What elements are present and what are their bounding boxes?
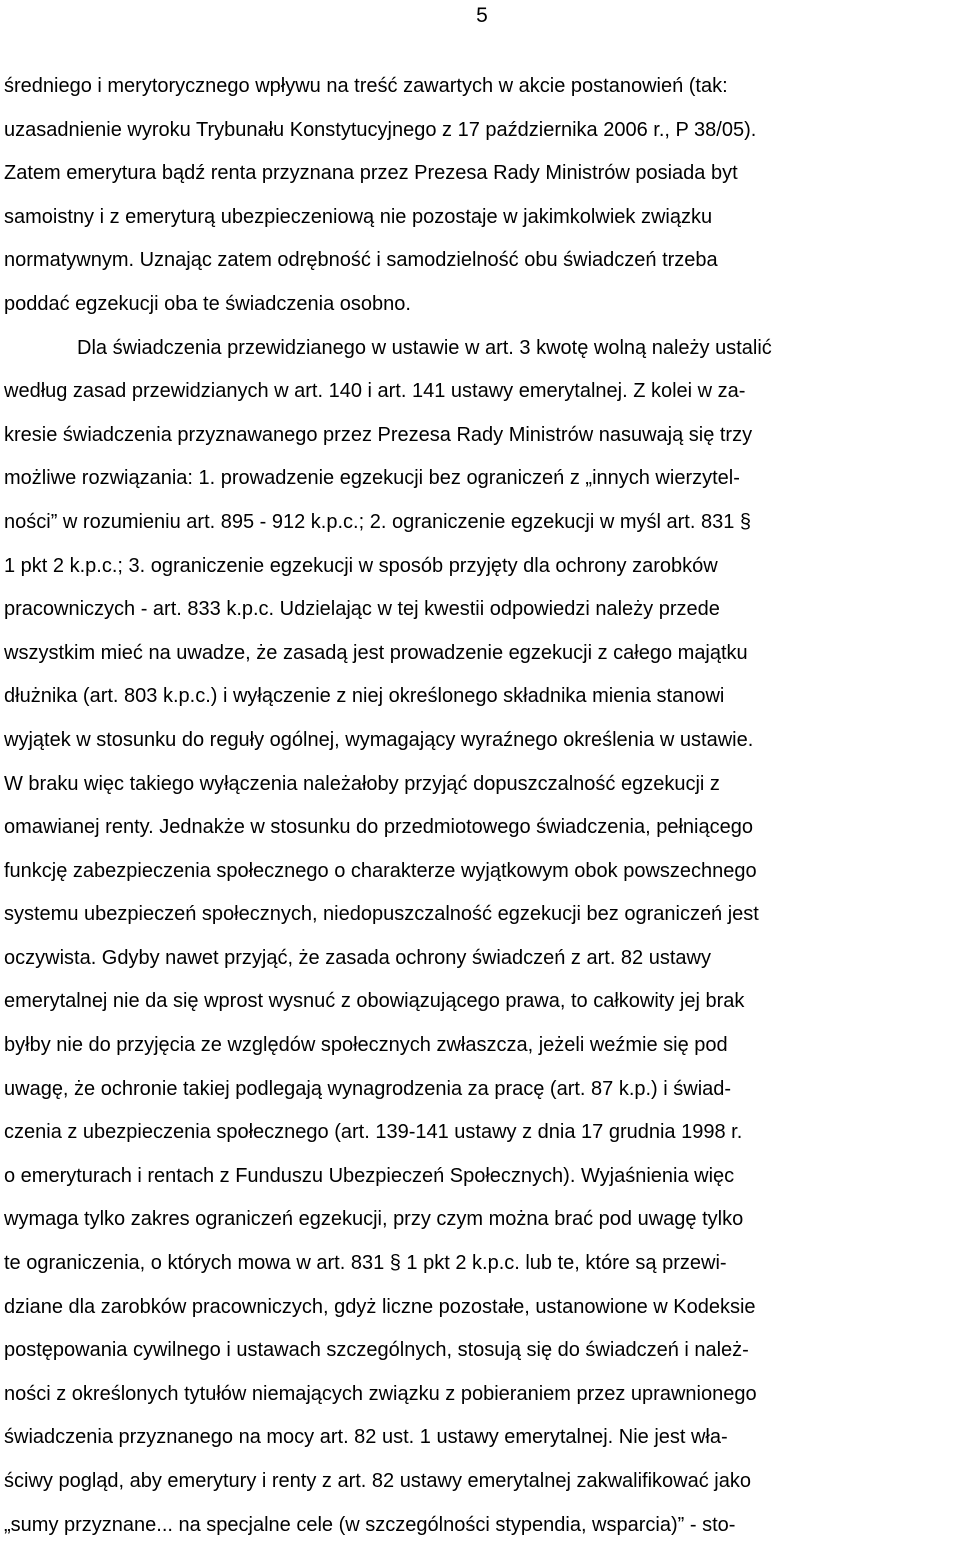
text-line: ności” w rozumieniu art. 895 - 912 k.p.c.; 2. ograniczenie egzekucji w myśl art. 831 §	[4, 510, 752, 533]
text-line: uwagę, że ochronie takiej podlegają wynagrodzenia za pracę (art. 87 k.p.) i świad-	[4, 1077, 732, 1100]
text-line: wyjątek w stosunku do reguły ogólnej, wymagający wyraźnego określenia w ustawie.	[4, 728, 754, 751]
page-number: 5	[476, 4, 488, 27]
text-line: systemu ubezpieczeń społecznych, niedopuszczalność egzekucji bez ograniczeń jest	[4, 903, 759, 926]
text-line: ności z określonych tytułów niemających związku z pobieraniem przez uprawnionego	[4, 1382, 757, 1405]
text-line: o emeryturach i rentach z Funduszu Ubezpieczeń Społecznych). Wyjaśnienia więc	[4, 1164, 735, 1187]
text-line: normatywnym. Uznając zatem odrębność i samodzielność obu świadczeń trzeba	[4, 249, 718, 272]
text-line: według zasad przewidzianych w art. 140 i art. 141 ustawy emerytalnej. Z kolei w za-	[4, 380, 746, 403]
text-line: W braku więc takiego wyłączenia należałoby przyjąć dopuszczalność egzekucji z	[4, 772, 720, 795]
text-line: możliwe rozwiązania: 1. prowadzenie egzekucji bez ograniczeń z „innych wierzytel-	[4, 467, 740, 490]
text-line: średniego i merytorycznego wpływu na treść zawartych w akcie postanowień (tak:	[4, 75, 728, 97]
text-line: „sumy przyznane... na specjalne cele (w szczególności stypendia, wsparcia)” - sto-	[4, 1513, 736, 1536]
text-line: byłby nie do przyjęcia ze względów społecznych zwłaszcza, jeżeli weźmie się pod	[4, 1034, 728, 1057]
text-line: wszystkim mieć na uwadze, że zasadą jest prowadzenie egzekucji z całego majątku	[4, 641, 748, 664]
text-line: dziane dla zarobków pracowniczych, gdyż liczne pozostałe, ustanowione w Kodeksie	[4, 1295, 756, 1318]
text-line: dłużnika (art. 803 k.p.c.) i wyłączenie z niej określonego składnika mienia stanowi	[4, 685, 725, 708]
text-line: oczywista. Gdyby nawet przyjąć, że zasada ochrony świadczeń z art. 82 ustawy	[4, 946, 711, 969]
text-line: świadczenia przyznanego na mocy art. 82 ust. 1 ustawy emerytalnej. Nie jest wła-	[4, 1426, 728, 1449]
document-body-text	[4, 65, 960, 1547]
text-line: emerytalnej nie da się wprost wysnuć z obowiązującego prawa, to całkowity jej brak	[4, 990, 745, 1013]
text-line: te ograniczenia, o których mowa w art. 831 § 1 pkt 2 k.p.c. lub te, które są przewi-	[4, 1252, 727, 1275]
text-line: omawianej renty. Jednakże w stosunku do przedmiotowego świadczenia, pełniącego	[4, 816, 753, 839]
text-line: Zatem emerytura bądź renta przyznana przez Prezesa Rady Ministrów posiada byt	[4, 162, 738, 185]
text-line: funkcję zabezpieczenia społecznego o charakterze wyjątkowym obok powszechnego	[4, 859, 757, 882]
text-line: wymaga tylko zakres ograniczeń egzekucji, przy czym można brać pod uwagę tylko	[4, 1208, 744, 1231]
text-line: 1 pkt 2 k.p.c.; 3. ograniczenie egzekucji w sposób przyjęty dla ochrony zarobków	[4, 554, 718, 577]
paragraph-first-line: Dla świadczenia przewidzianego w ustawie w art. 3 kwotę wolną należy ustalić	[77, 336, 772, 359]
text-line: kresie świadczenia przyznawanego przez Prezesa Rady Ministrów nasuwają się trzy	[4, 423, 753, 446]
text-line: samoistny i z emeryturą ubezpieczeniową nie pozostaje w jakimkolwiek związku	[4, 205, 713, 228]
text-line: pracowniczych - art. 833 k.p.c. Udzielając w tej kwestii odpowiedzi należy przede	[4, 598, 720, 621]
text-line: ściwy pogląd, aby emerytury i renty z art. 82 ustawy emerytalnej zakwalifikować jako	[4, 1470, 751, 1492]
text-line: postępowania cywilnego i ustawach szczególnych, stosują się do świadczeń i należ-	[4, 1339, 749, 1362]
text-line: czenia z ubezpieczenia społecznego (art. 139-141 ustawy z dnia 17 grudnia 1998 r.	[4, 1121, 743, 1144]
text-line: uzasadnienie wyroku Trybunału Konstytucyjnego z 17 października 2006 r., P 38/05).	[4, 118, 757, 141]
text-line: poddać egzekucji oba te świadczenia osobno.	[4, 292, 411, 315]
